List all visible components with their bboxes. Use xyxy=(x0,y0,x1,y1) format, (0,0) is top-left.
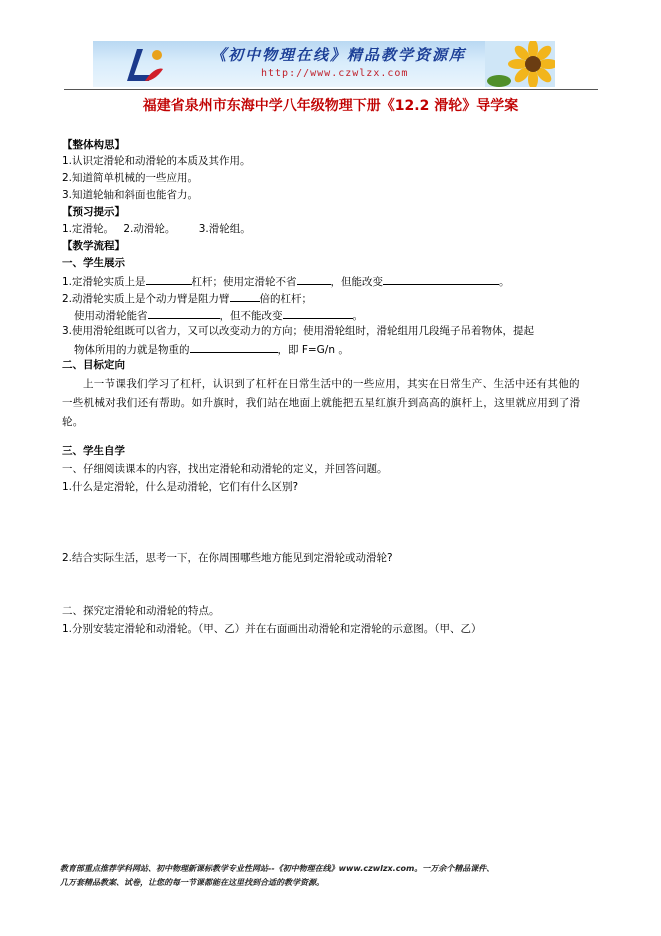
section-overall-heading: 【整体构思】 xyxy=(62,139,125,151)
show-question-2 xyxy=(62,290,312,307)
self-study-heading: 三、学生自学 xyxy=(62,445,125,457)
q2-text-b: 倍的杠杆； xyxy=(259,293,313,305)
document-title: 福建省泉州市东海中学八年级物理下册《12.2 滑轮》导学案 xyxy=(142,98,519,114)
preview-items xyxy=(62,222,251,237)
self-study-question-1: 1.什么是定滑轮，什么是动滑轮，它们有什么区别? xyxy=(62,481,299,493)
q2b-text-a: 使用动滑轮能省 xyxy=(74,310,148,322)
q2b-text-b: ，但不能改变 xyxy=(219,310,283,322)
overall-item-2: 2.知道简单机械的一些应用。 xyxy=(62,172,199,184)
header-banner xyxy=(93,41,555,87)
section-flow-heading: 【教学流程】 xyxy=(62,240,125,252)
q1-text-d: 。 xyxy=(499,276,510,288)
answer-blank[interactable] xyxy=(190,341,278,353)
overall-item-3: 3.知道轮轴和斜面也能省力。 xyxy=(62,189,199,201)
section-preview-heading: 【预习提示】 xyxy=(62,206,125,218)
footer-line-1: 教育部重点推荐学科网站、初中物理新课标教学专业性网站--《初中物理在线》www.czwlzx.com。一万余个精品课件、 xyxy=(60,864,495,873)
banner-url: http://www.czwlzx.com xyxy=(261,68,409,79)
q1-text-c: ，但能改变 xyxy=(330,276,384,288)
preview-item-1: 1.定滑轮。 xyxy=(62,223,115,235)
banner-title: 《初中物理在线》精品教学资源库 xyxy=(211,46,467,64)
explore-question-1: 1.分别安装定滑轮和动滑轮。（甲、乙）并在右面画出动滑轮和定滑轮的示意图。（甲、乙） xyxy=(62,623,482,635)
show-question-3b xyxy=(74,341,349,358)
q2b-text-c: 。 xyxy=(352,310,363,322)
self-study-question-2: 2.结合实际生活，思考一下，在你周围哪些地方能见到定滑轮或动滑轮? xyxy=(62,552,393,564)
answer-blank[interactable] xyxy=(230,290,260,302)
student-show-heading: 一、学生展示 xyxy=(62,257,125,269)
explore-heading: 二、探究定滑轮和动滑轮的特点。 xyxy=(62,605,220,617)
footer-line-2: 几万套精品教案、试卷，让您的每一节课都能在这里找到合适的教学资源。 xyxy=(60,878,324,887)
q1-text-a: 1.定滑轮实质上是 xyxy=(62,276,146,288)
q3b-text-b: ，即 F=G/n 。 xyxy=(277,344,349,356)
show-question-3: 3.使用滑轮组既可以省力，又可以改变动力的方向；使用滑轮组时，滑轮组用几段绳子吊着物体，提起 xyxy=(62,325,535,337)
answer-blank[interactable] xyxy=(383,273,499,285)
logo-icon xyxy=(121,45,165,85)
self-study-instruction: 一、仔细阅读课本的内容，找出定滑轮和动滑轮的定义，并回答问题。 xyxy=(62,463,388,475)
header-rule xyxy=(64,89,598,90)
preview-item-3: 3.滑轮组。 xyxy=(198,223,251,235)
q2-text-a: 2.动滑轮实质上是个动力臂是阻力臂 xyxy=(62,293,230,305)
page-footer xyxy=(60,862,600,890)
answer-blank[interactable] xyxy=(297,273,331,285)
q1-text-b: 杠杆；使用定滑轮不省 xyxy=(191,276,297,288)
goal-heading: 二、目标定向 xyxy=(62,359,125,371)
q3b-text-a: 物体所用的力就是物重的 xyxy=(74,344,190,356)
goal-paragraph: 上一节课我们学习了杠杆，认识到了杠杆在日常生活中的一些应用，其实在日常生产、生活中还有其他的一些机械对我们还有帮助。如升旗时，我们站在地面上就能把五星红旗升到高高的旗杆上，这里就应用到了滑轮。 xyxy=(62,378,581,428)
sunflower-icon xyxy=(485,41,555,87)
answer-blank[interactable] xyxy=(148,307,220,319)
show-question-1 xyxy=(62,273,510,290)
overall-item-1: 1.认识定滑轮和动滑轮的本质及其作用。 xyxy=(62,155,251,167)
answer-blank[interactable] xyxy=(283,307,353,319)
answer-blank[interactable] xyxy=(146,273,192,285)
show-question-2b xyxy=(74,307,363,324)
preview-item-2: 2.动滑轮。 xyxy=(123,223,176,235)
